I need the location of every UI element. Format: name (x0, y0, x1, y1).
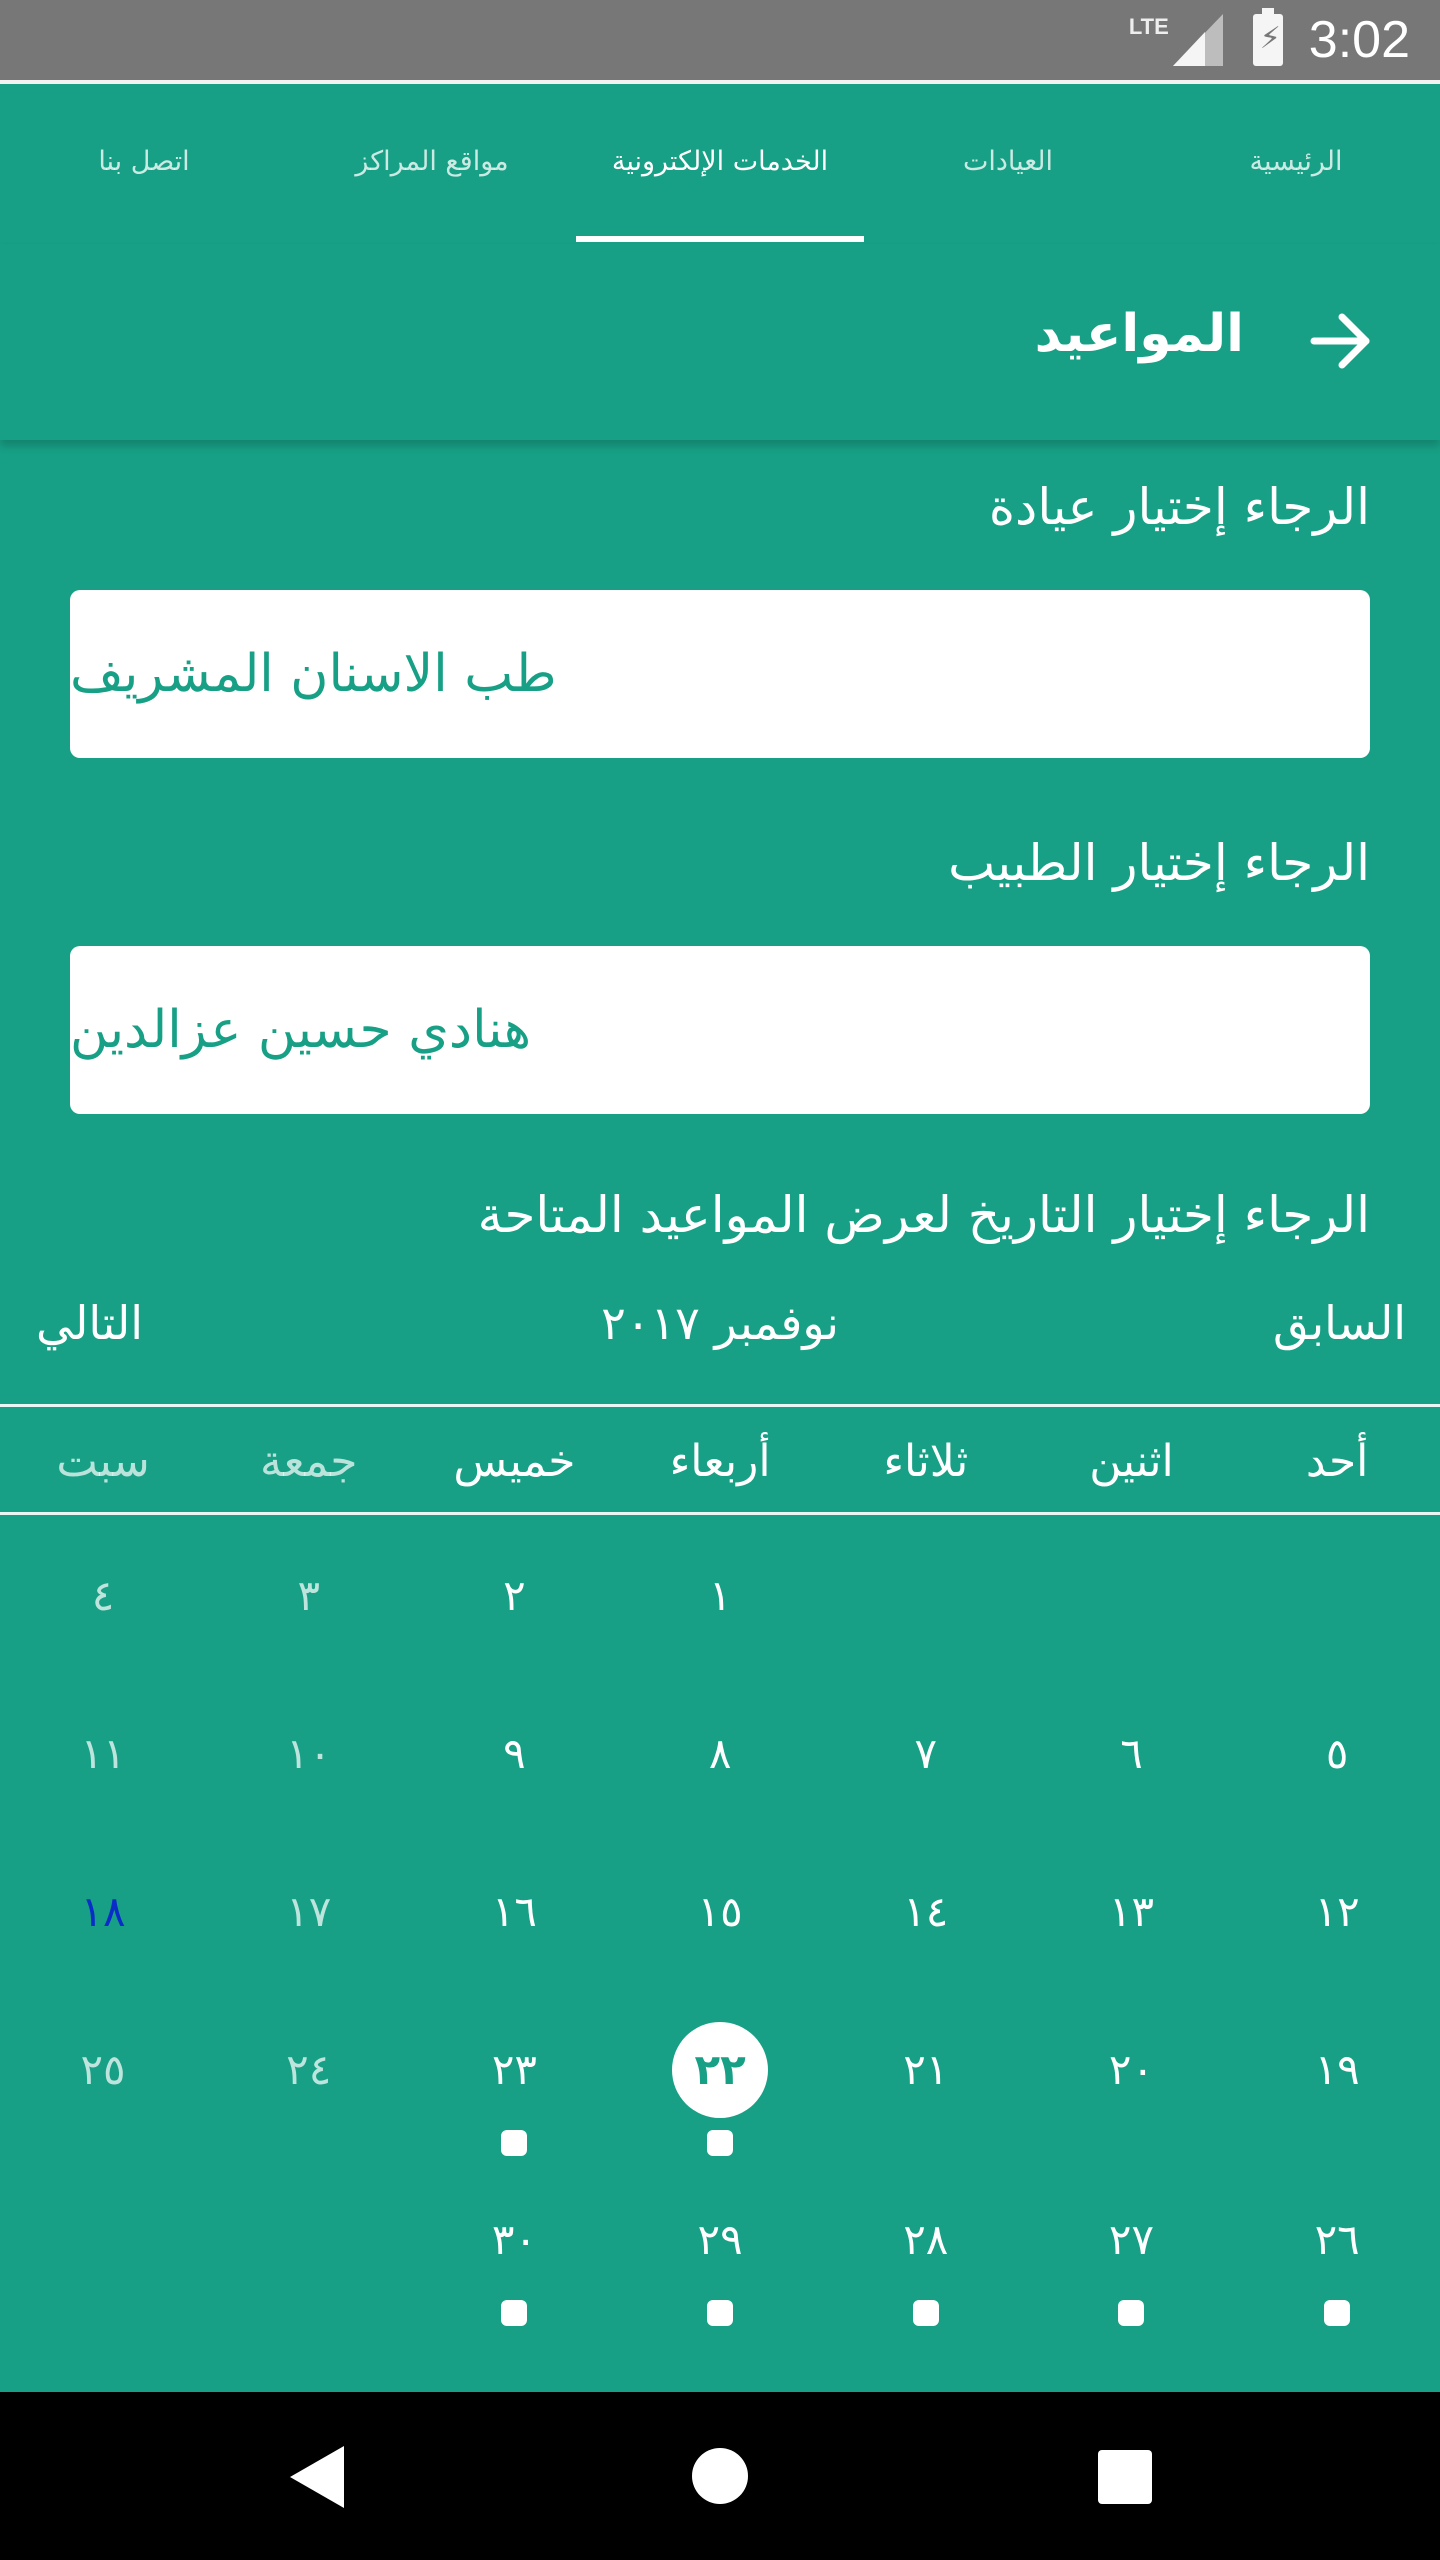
calendar-day[interactable] (823, 1986, 1029, 2156)
calendar-day-number: ٨ (708, 1729, 732, 1778)
calendar-day (823, 1512, 1029, 1670)
weekday-header (0, 1410, 1440, 1512)
calendar-day[interactable] (1029, 1670, 1235, 1828)
weekday-label: جمعة (259, 1435, 358, 1487)
doctor-select[interactable] (70, 946, 1370, 1114)
calendar-day[interactable] (1029, 1828, 1235, 1986)
calendar-day-number: ٢٣ (491, 2045, 537, 2094)
calendar-week-row (0, 2156, 1440, 2314)
battery-icon: ⚡ (1253, 14, 1283, 66)
status-bar (0, 0, 1440, 84)
calendar-day-number: ٢ (503, 1571, 526, 1620)
calendar-day-number: ١٠ (286, 1729, 332, 1778)
calendar-day[interactable] (617, 2156, 823, 2314)
calendar-day-number: ١٤ (903, 1887, 949, 1936)
weekday-label: أحد (1305, 1435, 1369, 1487)
calendar-day-number: ١٦ (491, 1887, 537, 1936)
availability-dot (707, 2130, 733, 2156)
calendar-day-number: ١ (708, 1571, 732, 1620)
calendar-day-number: ١٣ (1108, 1887, 1155, 1936)
calendar-day-number: ٦ (1120, 1729, 1143, 1778)
calendar-day[interactable] (823, 1670, 1029, 1828)
calendar-day (1234, 1512, 1440, 1670)
availability-dot (913, 2300, 939, 2326)
doctor-value: هنادي حسين عزالدين (70, 1000, 532, 1060)
calendar-day[interactable] (1234, 1986, 1440, 2156)
availability-dot (501, 2300, 527, 2326)
date-label: الرجاء إختيار التاريخ لعرض المواعيد المتاحة (477, 1186, 1370, 1244)
calendar-day[interactable] (1029, 1986, 1235, 2156)
tab-contact-us[interactable]: اتصل بنا (98, 145, 190, 177)
calendar-day[interactable] (617, 1670, 823, 1828)
calendar-day-number: ٥ (1325, 1729, 1349, 1778)
calendar-day[interactable] (617, 1828, 823, 1986)
calendar-day-number: ١٧ (286, 1887, 332, 1936)
calendar-day[interactable] (206, 1670, 412, 1828)
app-bar (0, 244, 1440, 440)
weekday-label: ثلاثاء (883, 1435, 969, 1487)
calendar-day-number: ٢٠ (1108, 2045, 1155, 2094)
clinic-label: الرجاء إختيار عيادة (988, 478, 1370, 536)
nav-home-icon[interactable] (692, 2448, 748, 2504)
calendar-day-number: ٢١ (903, 2045, 949, 2094)
month-label: نوفمبر ٢٠١٧ (601, 1296, 839, 1350)
tab-home[interactable]: الرئيسية (1249, 145, 1343, 177)
calendar-grid (0, 1512, 1440, 2314)
nav-recents-icon[interactable] (1098, 2450, 1152, 2504)
calendar-day[interactable] (412, 1828, 618, 1986)
main-tabs (0, 88, 1440, 244)
divider-top (0, 1404, 1440, 1407)
weekday-label: سبت (56, 1435, 150, 1487)
back-arrow-icon[interactable] (1308, 308, 1374, 374)
tab-center-locations[interactable]: مواقع المراكز (355, 145, 509, 177)
tab-clinics[interactable]: العيادات (962, 145, 1054, 177)
calendar-day[interactable] (206, 1512, 412, 1670)
clinic-value: طب الاسنان المشريف (70, 644, 557, 704)
calendar-day[interactable] (0, 1670, 206, 1828)
calendar-day (0, 2156, 206, 2314)
calendar-day-number: ٢٩ (697, 2215, 743, 2264)
doctor-label: الرجاء إختيار الطبيب (948, 834, 1370, 892)
calendar-day-number: ٣ (297, 1571, 320, 1620)
tab-e-services[interactable]: الخدمات الإلكترونية (576, 88, 864, 244)
calendar-day[interactable] (1234, 2156, 1440, 2314)
calendar-day[interactable] (206, 1986, 412, 2156)
calendar-day[interactable] (0, 1986, 206, 2156)
calendar-day[interactable] (412, 1986, 618, 2156)
calendar-day-number: ١٨ (80, 1887, 126, 1936)
weekday-label: اثنين (1089, 1435, 1174, 1487)
calendar-day-number: ٢٨ (903, 2215, 949, 2264)
system-nav-bar (0, 2392, 1440, 2560)
calendar-day-number: ٢٧ (1108, 2215, 1155, 2264)
calendar-day-number: ١٥ (697, 1887, 743, 1936)
calendar-day-number: ٢٢ (672, 2022, 768, 2118)
weekday-label: خميس (453, 1435, 576, 1487)
calendar-week-row (0, 1670, 1440, 1828)
month-navigation (0, 1296, 1440, 1368)
next-month-button[interactable]: التالي (36, 1296, 144, 1350)
calendar-day[interactable] (206, 1828, 412, 1986)
calendar-day-number: ١١ (80, 1729, 126, 1778)
nav-back-icon[interactable] (290, 2446, 344, 2508)
calendar-day-number: ٧ (914, 1729, 938, 1778)
availability-dot (501, 2130, 527, 2156)
calendar-day[interactable] (1234, 1670, 1440, 1828)
calendar-day (206, 2156, 412, 2314)
calendar-day-number: ١٩ (1314, 2045, 1360, 2094)
availability-dot (1118, 2300, 1144, 2326)
calendar-day[interactable] (1234, 1828, 1440, 1986)
calendar-week-row (0, 1828, 1440, 1986)
availability-dot (1324, 2300, 1350, 2326)
calendar-day-number: ٢٦ (1314, 2215, 1360, 2264)
calendar-day-number: ٤ (91, 1571, 115, 1620)
calendar-day (1029, 1512, 1235, 1670)
calendar-week-row (0, 1512, 1440, 1670)
calendar-day[interactable] (617, 1512, 823, 1670)
calendar-day[interactable] (0, 1512, 206, 1670)
calendar-day-number: ٢٥ (80, 2045, 126, 2094)
calendar-day[interactable] (617, 1986, 823, 2156)
network-type: LTE (1128, 14, 1169, 39)
calendar-day[interactable] (412, 1670, 618, 1828)
calendar-day-number: ١٢ (1314, 1887, 1360, 1936)
clinic-select[interactable] (70, 590, 1370, 758)
clock: 3:02 (1308, 11, 1410, 69)
calendar-day[interactable] (1029, 2156, 1235, 2314)
calendar-day-number: ٢٤ (286, 2045, 332, 2094)
availability-dot (707, 2300, 733, 2326)
calendar-day-number: ٩ (503, 1729, 526, 1778)
weekday-label: أربعاء (669, 1435, 771, 1487)
calendar-day[interactable] (0, 1828, 206, 1986)
page-title: المواعيد (1034, 304, 1244, 364)
calendar-week-row (0, 1986, 1440, 2156)
calendar-day[interactable] (823, 2156, 1029, 2314)
calendar-day[interactable] (412, 2156, 618, 2314)
signal-icon (1173, 14, 1223, 66)
calendar-day-number: ٣٠ (491, 2215, 537, 2264)
calendar-day[interactable] (823, 1828, 1029, 1986)
prev-month-button[interactable]: السابق (1272, 1296, 1406, 1350)
calendar-day[interactable] (412, 1512, 618, 1670)
